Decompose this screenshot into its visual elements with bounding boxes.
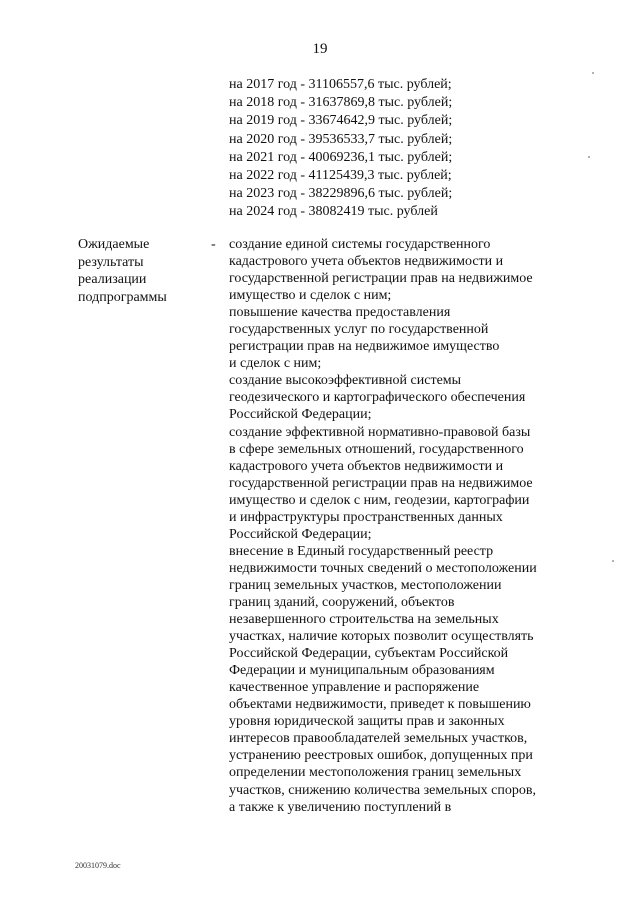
text-line: объектами недвижимости, приведет к повышению — [229, 697, 531, 713]
text-line: имущество и сделок с ним, геодезии, картографии — [229, 492, 530, 508]
text-line: Российской Федерации; — [229, 407, 372, 423]
text-line: и инфраструктуры пространственных данных — [229, 509, 503, 525]
text-line: кадастрового учета объектов недвижимости и — [229, 254, 504, 270]
scan-speck — [588, 156, 590, 158]
scan-speck — [592, 72, 594, 74]
label-dash: - — [211, 237, 216, 252]
funding-line-2022: на 2022 год - 41125439,3 тыс. рублей; — [229, 168, 452, 184]
text-line: кадастрового учета объектов недвижимости и — [229, 458, 504, 474]
text-line: участков, снижению количества земельных споров, — [229, 782, 536, 798]
funding-line-2020: на 2020 год - 39536533,7 тыс. рублей; — [229, 131, 453, 147]
text-line: границ зданий, сооружений, объектов — [229, 594, 455, 610]
label-line: Ожидаемые — [78, 237, 150, 252]
label-line: результаты — [78, 254, 144, 270]
text-line: участках, наличие которых позволит осуществлять — [229, 629, 534, 645]
funding-line-2017: на 2017 год - 31106557,6 тыс. рублей; — [229, 77, 452, 92]
text-line: недвижимости точных сведений о местоположении — [229, 560, 537, 576]
text-line: границ земельных участков, местоположении — [229, 577, 502, 593]
scan-speck — [612, 560, 614, 562]
text-line: уровня юридической защиты прав и законных — [229, 714, 505, 730]
funding-line-2018: на 2018 год - 31637869,8 тыс. рублей; — [229, 95, 453, 111]
text-line: создание эффективной нормативно-правовой базы — [229, 424, 531, 440]
expected-results-label — [78, 236, 203, 306]
funding-by-year-list — [229, 76, 589, 222]
funding-line-2023: на 2023 год - 38229896,6 тыс. рублей; — [229, 186, 453, 202]
text-line: и сделок с ним; — [229, 356, 322, 372]
text-line: Российской Федерации; — [229, 526, 372, 542]
funding-line-2021: на 2021 год - 40069236,1 тыс. рублей; — [229, 149, 453, 165]
text-line: в сфере земельных отношений, государственного — [229, 441, 524, 457]
label-line: подпрограммы — [78, 289, 167, 305]
text-line: внесение в Единый государственный реестр — [229, 543, 494, 559]
text-line: незавершенного строительства на земельных — [229, 612, 499, 628]
label-line: реализации — [78, 272, 147, 287]
text-line: создание высокоэффективной системы — [229, 373, 462, 389]
text-line: имущество и сделок с ним; — [229, 288, 392, 304]
page-number: 19 — [312, 41, 328, 57]
text-line: Федерации и муниципальным образованиям — [229, 663, 495, 679]
funding-line-2019: на 2019 год - 33674642,9 тыс. рублей; — [229, 113, 453, 129]
text-line: регистрации прав на недвижимое имущество — [229, 339, 500, 355]
text-line: государственной регистрации прав на недвижимое — [229, 475, 533, 491]
text-line: определении местоположения границ земельных — [229, 765, 522, 781]
expected-results-text — [229, 236, 591, 816]
text-line: повышение качества предоставления — [229, 305, 451, 321]
text-line: геодезического и картографического обеспечения — [229, 390, 526, 406]
text-line: устранению реестровых ошибок, допущенных при — [229, 748, 533, 764]
text-line: создание единой системы государственного — [229, 237, 491, 252]
text-line: интересов правообладателей земельных участков, — [229, 731, 528, 747]
text-line: а также к увеличению поступлений в — [229, 799, 452, 815]
footer-filename: 20031079.doc — [75, 861, 121, 870]
text-line: государственной регистрации прав на недвижимое — [229, 271, 533, 287]
text-line: Российской Федерации, субъектам Российской — [229, 646, 509, 662]
text-line: государственных услуг по государственной — [229, 322, 489, 338]
text-line: качественное управление и распоряжение — [229, 680, 480, 696]
funding-line-2024: на 2024 год - 38082419 тыс. рублей — [229, 204, 438, 220]
